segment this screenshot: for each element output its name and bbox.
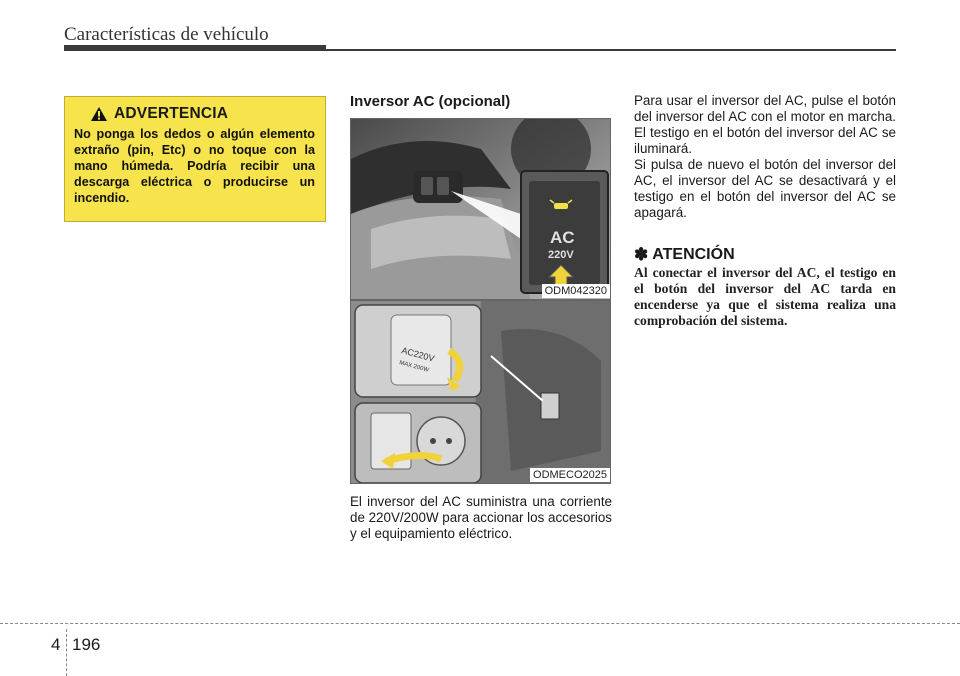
section-title: Inversor AC (opcional) xyxy=(350,93,511,110)
cargo-area-illustration xyxy=(351,301,611,484)
usage-paragraph: Para usar el inversor del AC, pulse el botón del inversor del AC con el motor en marcha. El testigo en el botón del inversor del AC se iluminará. xyxy=(634,93,896,156)
figure-ac-outlet xyxy=(350,300,611,484)
figure-code: ODMECO2025 xyxy=(530,468,610,482)
ac-button-sublabel: 220V xyxy=(548,249,574,261)
attention-heading xyxy=(634,245,735,265)
page-number: 196 xyxy=(72,635,101,654)
warning-title: ADVERTENCIA xyxy=(114,105,229,122)
attention-text: Al conectar el inversor del AC, el testigo en el botón del inversor del AC tarda en encenderse ya que el sistema realiza una comprobación del sistema. xyxy=(634,265,896,328)
deactivate-paragraph: Si pulsa de nuevo el botón del inversor del AC, el inversor del AC se desactivará y el testigo en el botón del inversor del AC se apagará. xyxy=(634,157,896,220)
warning-box xyxy=(64,96,326,222)
header-rule xyxy=(64,45,326,51)
chapter-number: 4 xyxy=(51,635,61,654)
attention-title: ATENCIÓN xyxy=(652,246,735,263)
warning-triangle-icon xyxy=(90,106,108,122)
figure-code: ODM042320 xyxy=(542,284,610,298)
warning-header xyxy=(90,105,315,123)
inverter-description: El inversor del AC suministra una corriente de 220V/200W para accionar los accesorios y el equipamiento eléctrico. xyxy=(350,494,613,541)
ac-button-label: AC xyxy=(550,228,575,247)
cover-sublabel: MAX 200W xyxy=(398,360,430,374)
figure-ac-inverter-button xyxy=(350,118,611,300)
attention-star-icon: ✽ xyxy=(634,245,649,264)
footer-divider xyxy=(66,629,67,676)
header-rule-thin xyxy=(326,49,896,51)
footer-rule xyxy=(0,623,960,624)
warning-text: No ponga los dedos o algún elemento extraño (pin, Etc) o no toque con la mano húmeda. Podría recibir una descarga eléctrica o producirse un incendio. xyxy=(74,127,315,205)
dashboard-illustration xyxy=(351,119,611,300)
page-header-title: Características de vehículo xyxy=(64,24,269,45)
cover-label: AC220V xyxy=(400,345,436,364)
